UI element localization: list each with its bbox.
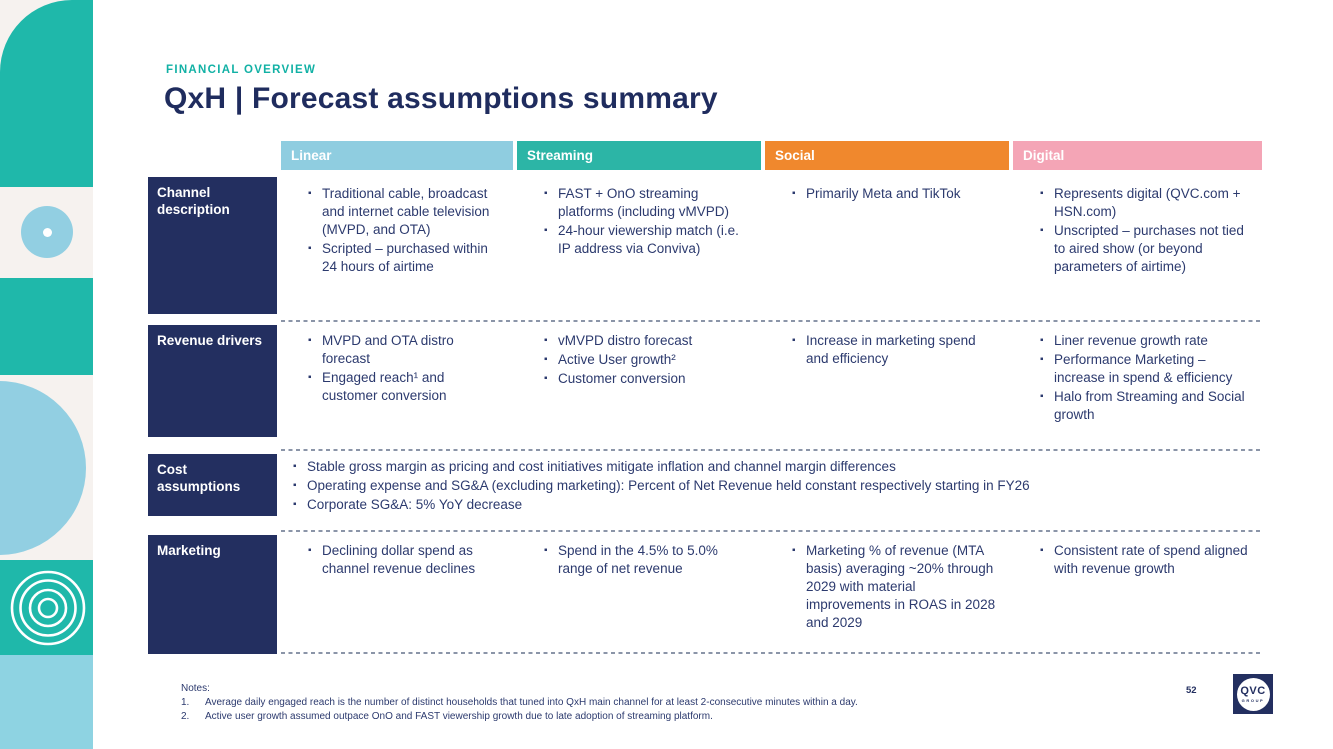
list-item	[792, 185, 997, 203]
cell-channel-streaming	[517, 177, 761, 322]
list-item-text: Corporate SG&A: 5% YoY decrease	[307, 497, 523, 512]
list-item-text: Active user growth assumed outpace OnO and FAST viewership growth due to late adoption of streaming platform.	[205, 711, 713, 722]
list-item-text: Active User growth²	[558, 352, 676, 367]
cell-marketing-streaming	[517, 532, 761, 654]
list-item	[1040, 351, 1250, 387]
bullet-marker: ▪	[308, 243, 312, 254]
logo-text: QVC	[1240, 684, 1266, 697]
cell-channel-social	[765, 177, 1009, 322]
list-item-text: FAST + OnO streaming platforms (including vMVPD)	[558, 186, 730, 219]
list-item-text: 24-hour viewership match (i.e. IP address via Conviva)	[558, 223, 739, 256]
list-item-text: Scripted – purchased within 24 hours of airtime	[322, 241, 488, 274]
list-item	[308, 369, 501, 405]
list-item	[308, 332, 501, 368]
list-item-text: Halo from Streaming and Social growth	[1054, 389, 1245, 422]
list-item-text: Primarily Meta and TikTok	[806, 186, 961, 201]
cell-revenue-streaming	[517, 322, 761, 451]
list-item-text: Marketing % of revenue (MTA basis) averaging ~20% through 2029 with material improvements in ROAS in 2028 and 2029	[806, 543, 996, 630]
bullet-marker: ▪	[293, 480, 297, 491]
logo-circle	[1237, 678, 1270, 711]
list-item	[544, 351, 749, 369]
list-item	[308, 542, 501, 578]
bullet-marker: ▪	[293, 499, 297, 510]
bullet-marker: ▪	[544, 225, 548, 236]
cell-cost-all-channels	[281, 451, 1262, 532]
page-number: 52	[1186, 685, 1197, 696]
list-item	[308, 240, 501, 276]
bullet-marker: ▪	[1040, 545, 1044, 556]
section-label: FINANCIAL OVERVIEW	[166, 64, 317, 76]
list-item	[544, 542, 749, 578]
column-header-streaming: Streaming	[517, 141, 761, 170]
table-row-channel-description	[148, 177, 1262, 322]
notes-list	[181, 696, 1041, 724]
bullet-marker: ▪	[308, 372, 312, 383]
assumptions-table	[148, 141, 1262, 654]
table-row-cost-assumptions	[148, 451, 1262, 532]
row-header-revenue-drivers: Revenue drivers	[148, 325, 277, 437]
cell-marketing-linear	[281, 532, 513, 654]
row-header-cost-assumptions: Cost assumptions	[148, 454, 277, 516]
table-row-revenue-drivers	[148, 322, 1262, 451]
list-item-text: vMVPD distro forecast	[558, 333, 693, 348]
list-item-text: Customer conversion	[558, 371, 686, 386]
list-item	[1040, 222, 1250, 276]
list-item-text: MVPD and OTA distro forecast	[322, 333, 454, 366]
column-header-linear: Linear	[281, 141, 513, 170]
logo-subtext: GROUP	[1241, 697, 1265, 703]
list-number: 2.	[181, 711, 190, 722]
list-item	[544, 370, 749, 388]
bullet-marker: ▪	[544, 335, 548, 346]
cell-channel-digital	[1013, 177, 1262, 322]
list-item	[544, 332, 749, 350]
column-header-digital: Digital	[1013, 141, 1262, 170]
page-title: QxH | Forecast assumptions summary	[164, 82, 718, 115]
list-item	[1040, 185, 1250, 221]
list-item-text: Consistent rate of spend aligned with revenue growth	[1054, 543, 1248, 576]
bullet-marker: ▪	[544, 373, 548, 384]
list-item-text: Liner revenue growth rate	[1054, 333, 1208, 348]
list-item-text: Unscripted – purchases not tied to aired show (or beyond parameters of airtime)	[1054, 223, 1244, 274]
teal-rounded-block	[0, 0, 93, 187]
list-item	[293, 458, 1250, 476]
teal-block	[0, 278, 93, 375]
notes-label: Notes:	[181, 683, 210, 694]
list-item	[293, 477, 1250, 495]
list-item-text: Performance Marketing – increase in spend & efficiency	[1054, 352, 1233, 385]
table-header-row	[148, 141, 1262, 170]
bullet-marker: ▪	[544, 545, 548, 556]
bullet-marker: ▪	[308, 545, 312, 556]
list-item	[544, 185, 749, 221]
list-number: 1.	[181, 697, 190, 708]
row-header-channel-description: Channel description	[148, 177, 277, 314]
table-row-marketing	[148, 532, 1262, 654]
cell-marketing-social	[765, 532, 1009, 654]
light-blue-dot-circle	[21, 206, 73, 258]
bullet-marker: ▪	[1040, 354, 1044, 365]
footnotes	[181, 682, 1041, 724]
cell-revenue-social	[765, 322, 1009, 451]
list-item	[293, 496, 1250, 514]
list-item	[1040, 388, 1250, 424]
bullet-marker: ▪	[308, 335, 312, 346]
list-item-text: Traditional cable, broadcast and internet cable television (MVPD, and OTA)	[322, 186, 490, 237]
bullet-marker: ▪	[1040, 335, 1044, 346]
bullet-marker: ▪	[293, 461, 297, 472]
list-item	[792, 332, 997, 368]
list-item-text: Stable gross margin as pricing and cost initiatives mitigate inflation and channel margin differences	[307, 459, 896, 474]
list-item	[1040, 542, 1250, 578]
list-item	[792, 542, 997, 632]
bullet-marker: ▪	[308, 188, 312, 199]
bullet-marker: ▪	[792, 188, 796, 199]
bullet-marker: ▪	[1040, 225, 1044, 236]
list-item	[1040, 332, 1250, 350]
list-item-text: Declining dollar spend as channel revenue declines	[322, 543, 476, 576]
cell-channel-linear	[281, 177, 513, 322]
list-item	[181, 696, 1041, 710]
qvc-group-logo	[1233, 674, 1273, 714]
list-item	[181, 710, 1041, 724]
list-item-text: Engaged reach¹ and customer conversion	[322, 370, 447, 403]
teal-block-with-rings	[0, 560, 93, 655]
cell-revenue-digital	[1013, 322, 1262, 451]
bullet-marker: ▪	[1040, 188, 1044, 199]
list-item-text: Operating expense and SG&A (excluding marketing): Percent of Net Revenue held constant respectively starting in FY26	[307, 478, 1030, 493]
list-item-text: Average daily engaged reach is the number of distinct households that tuned into QxH main channel for at least 2-consecutive minutes within a day.	[205, 697, 858, 708]
bullet-marker: ▪	[544, 188, 548, 199]
bullet-marker: ▪	[544, 354, 548, 365]
light-blue-block	[0, 655, 93, 749]
concentric-rings-icon	[9, 569, 87, 647]
bullet-marker: ▪	[792, 545, 796, 556]
list-item	[544, 222, 749, 258]
corner-spacer	[148, 141, 277, 170]
list-item-text: Represents digital (QVC.com + HSN.com)	[1054, 186, 1241, 219]
list-item-text: Increase in marketing spend and efficiency	[806, 333, 976, 366]
list-item-text: Spend in the 4.5% to 5.0% range of net revenue	[558, 543, 718, 576]
list-item	[308, 185, 501, 239]
cell-revenue-linear	[281, 322, 513, 451]
cell-marketing-digital	[1013, 532, 1262, 654]
column-header-social: Social	[765, 141, 1009, 170]
bullet-marker: ▪	[1040, 391, 1044, 402]
bullet-marker: ▪	[792, 335, 796, 346]
row-header-marketing: Marketing	[148, 535, 277, 654]
